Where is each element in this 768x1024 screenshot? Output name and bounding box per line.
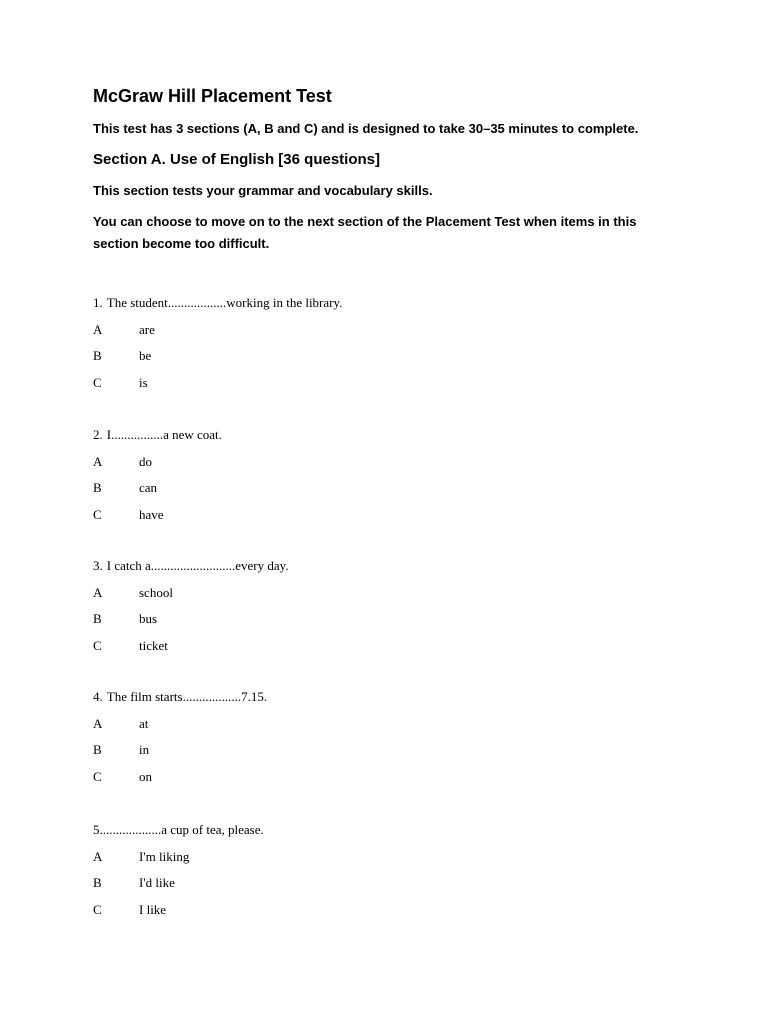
answer-option-a[interactable] bbox=[93, 583, 653, 603]
answer-option-b[interactable] bbox=[93, 740, 653, 760]
question-4 bbox=[93, 687, 653, 787]
answer-option-c[interactable] bbox=[93, 900, 653, 920]
question-text: I................a new coat. bbox=[106, 427, 222, 442]
answer-option-c[interactable] bbox=[93, 505, 653, 525]
option-letter: C bbox=[93, 506, 102, 522]
option-text: I like bbox=[139, 901, 167, 917]
question-number: 5. bbox=[93, 822, 103, 837]
answer-option-b[interactable] bbox=[93, 609, 653, 629]
test-intro: This test has 3 sections (A, B and C) and is designed to take 30–35 minutes to complete. bbox=[93, 121, 639, 136]
question-3 bbox=[93, 556, 653, 656]
option-text: have bbox=[139, 506, 164, 522]
answer-option-a[interactable] bbox=[93, 714, 653, 734]
option-letter: A bbox=[93, 715, 103, 731]
answer-option-b[interactable] bbox=[93, 346, 653, 366]
question-2 bbox=[93, 425, 653, 525]
question-text: The film starts..................7.15. bbox=[106, 689, 268, 704]
answer-option-c[interactable] bbox=[93, 767, 653, 787]
section-description: This section tests your grammar and vocabulary skills. bbox=[93, 183, 433, 198]
option-text: in bbox=[139, 742, 150, 757]
question-1 bbox=[93, 293, 653, 393]
option-letter: C bbox=[93, 768, 102, 784]
option-text: can bbox=[139, 480, 158, 495]
answer-option-a[interactable] bbox=[93, 847, 653, 867]
option-text: school bbox=[139, 584, 173, 600]
question-text: I catch a..........................every day. bbox=[106, 558, 289, 573]
option-text: is bbox=[139, 374, 148, 390]
option-text: be bbox=[139, 348, 152, 363]
question-stem bbox=[93, 425, 653, 445]
option-letter: B bbox=[93, 742, 102, 757]
option-text: I'd like bbox=[139, 875, 175, 890]
option-letter: C bbox=[93, 901, 102, 917]
question-stem bbox=[93, 556, 653, 576]
option-text: ticket bbox=[139, 637, 168, 653]
question-stem bbox=[93, 687, 653, 707]
answer-option-c[interactable] bbox=[93, 373, 653, 393]
answer-option-a[interactable] bbox=[93, 452, 653, 472]
option-letter: C bbox=[93, 374, 102, 390]
option-text: I'm liking bbox=[139, 848, 190, 864]
question-stem bbox=[93, 820, 653, 840]
question-text: ..................a cup of tea, please. bbox=[102, 822, 264, 837]
question-number: 4. bbox=[93, 689, 103, 704]
option-text: on bbox=[139, 768, 152, 784]
option-letter: B bbox=[93, 348, 102, 363]
option-letter: C bbox=[93, 637, 102, 653]
option-letter: A bbox=[93, 584, 103, 600]
option-letter: A bbox=[93, 848, 103, 864]
section-heading: Section A. Use of English [36 questions] bbox=[93, 151, 380, 168]
section-note: You can choose to move on to the next section of the Placement Test when items in this section become too difficult. bbox=[93, 214, 637, 251]
question-number: 2. bbox=[93, 427, 103, 442]
document-title: McGraw Hill Placement Test bbox=[93, 86, 332, 106]
question-number: 3. bbox=[93, 558, 103, 573]
option-letter: B bbox=[93, 480, 102, 495]
option-letter: B bbox=[93, 611, 102, 626]
question-stem bbox=[93, 293, 653, 313]
answer-option-c[interactable] bbox=[93, 636, 653, 656]
option-letter: A bbox=[93, 321, 103, 337]
option-text: bus bbox=[139, 611, 158, 626]
answer-option-b[interactable] bbox=[93, 478, 653, 498]
question-5 bbox=[93, 820, 653, 920]
option-letter: B bbox=[93, 875, 102, 890]
question-number: 1. bbox=[93, 295, 103, 310]
option-text: at bbox=[139, 715, 149, 731]
option-letter: A bbox=[93, 453, 103, 469]
answer-option-a[interactable] bbox=[93, 320, 653, 340]
option-text: do bbox=[139, 453, 152, 469]
question-text: The student..................working in the library. bbox=[106, 295, 343, 310]
answer-option-b[interactable] bbox=[93, 873, 653, 893]
option-text: are bbox=[139, 321, 155, 337]
